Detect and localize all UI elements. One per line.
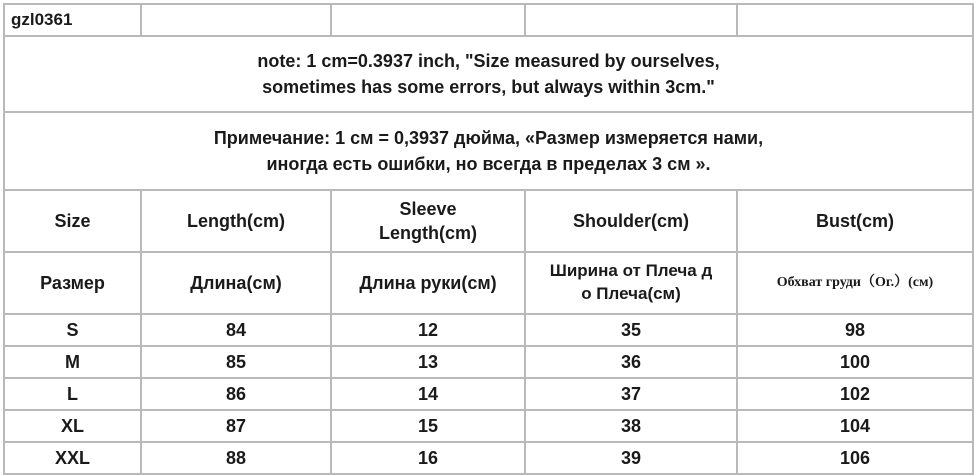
note-russian-line-2: иногда есть ошибки, но всегда в пределах 3 см ». <box>266 154 711 174</box>
cell-sleeve: 16 <box>331 442 525 474</box>
cell-shoulder: 39 <box>525 442 737 474</box>
note-english <box>4 36 973 112</box>
cell-shoulder: 35 <box>525 314 737 346</box>
cell-bust: 104 <box>737 410 973 442</box>
cell-shoulder: 38 <box>525 410 737 442</box>
note-english-line-1: note: 1 cm=0.3937 inch, "Size measured by ourselves, <box>257 50 720 71</box>
table-row <box>4 442 973 474</box>
empty-cell <box>525 4 737 36</box>
cell-size: S <box>4 314 141 346</box>
cell-size: M <box>4 346 141 378</box>
cell-bust: 102 <box>737 378 973 410</box>
header-bust: Bust(cm) <box>737 190 973 252</box>
empty-cell <box>331 4 525 36</box>
header-sleeve-ru: Длина руки(см) <box>331 252 525 314</box>
cell-bust: 100 <box>737 346 973 378</box>
header-size: Size <box>4 190 141 252</box>
header-sleeve-line-2: Length(cm) <box>379 223 477 243</box>
header-sleeve-line-1: Sleeve <box>399 198 457 219</box>
empty-cell <box>737 4 973 36</box>
empty-cell <box>141 4 331 36</box>
cell-length: 87 <box>141 410 331 442</box>
header-length: Length(cm) <box>141 190 331 252</box>
header-row-english <box>4 190 973 252</box>
cell-sleeve: 15 <box>331 410 525 442</box>
header-size-ru: Размер <box>4 252 141 314</box>
header-row-russian <box>4 252 973 314</box>
header-shoulder-ru-line-2: о Плеча(см) <box>581 284 681 303</box>
note-russian-line-1: Примечание: 1 см = 0,3937 дюйма, «Размер измеряется нами, <box>213 127 764 148</box>
cell-length: 86 <box>141 378 331 410</box>
header-sleeve-length <box>331 190 525 252</box>
cell-shoulder: 36 <box>525 346 737 378</box>
cell-sleeve: 14 <box>331 378 525 410</box>
cell-shoulder: 37 <box>525 378 737 410</box>
cell-size: L <box>4 378 141 410</box>
note-english-line-2: sometimes has some errors, but always within 3cm." <box>262 77 715 97</box>
table-row <box>4 346 973 378</box>
cell-size: XL <box>4 410 141 442</box>
header-bust-ru: Обхват груди（Oг.）(см) <box>737 252 973 314</box>
note-russian-row <box>4 112 973 190</box>
cell-size: XXL <box>4 442 141 474</box>
table-row <box>4 410 973 442</box>
header-shoulder: Shoulder(cm) <box>525 190 737 252</box>
cell-length: 84 <box>141 314 331 346</box>
header-shoulder-ru-line-1: Ширина от Плеча д <box>549 261 713 281</box>
size-chart-table <box>3 3 974 475</box>
cell-bust: 106 <box>737 442 973 474</box>
cell-bust: 98 <box>737 314 973 346</box>
cell-length: 88 <box>141 442 331 474</box>
cell-length: 85 <box>141 346 331 378</box>
table-row <box>4 314 973 346</box>
product-code-row <box>4 4 973 36</box>
table-row <box>4 378 973 410</box>
cell-sleeve: 12 <box>331 314 525 346</box>
header-shoulder-ru <box>525 252 737 314</box>
note-english-row <box>4 36 973 112</box>
cell-sleeve: 13 <box>331 346 525 378</box>
product-code: gzl0361 <box>4 4 141 36</box>
header-length-ru: Длина(см) <box>141 252 331 314</box>
note-russian <box>4 112 973 190</box>
